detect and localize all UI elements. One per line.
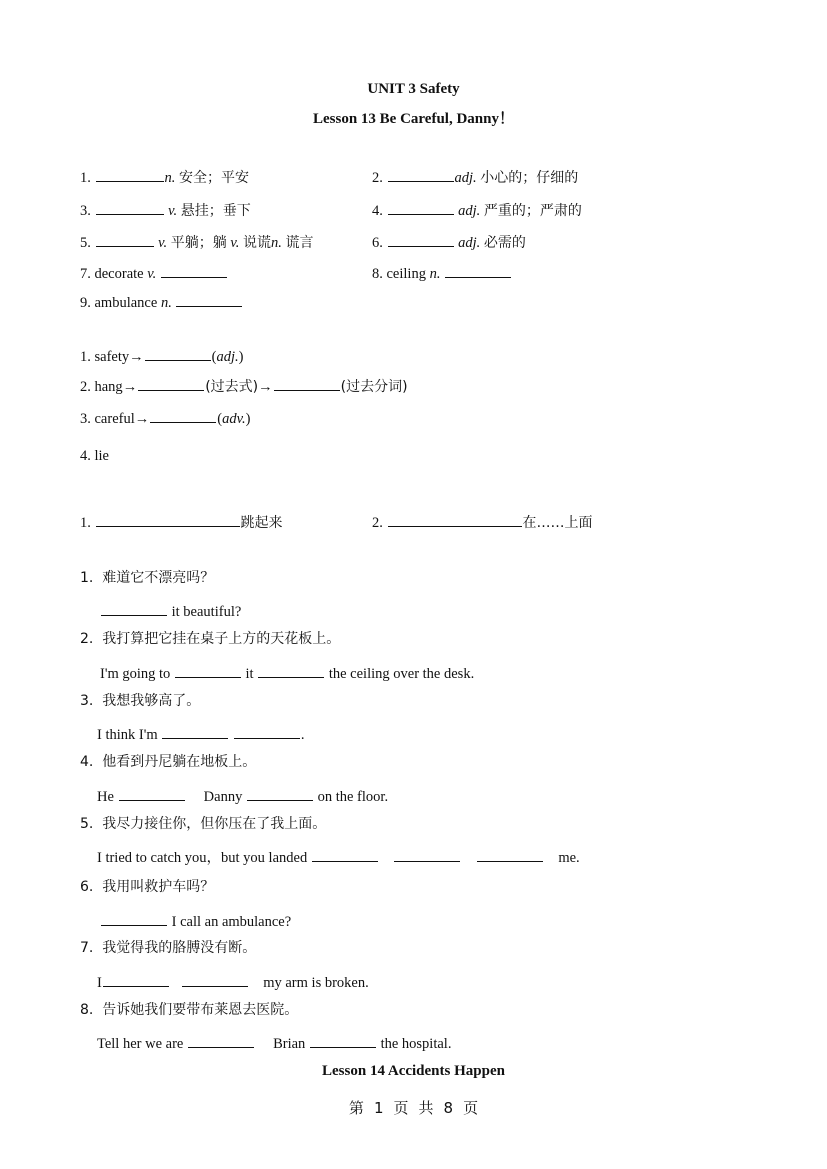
answer-blank[interactable]: [175, 665, 241, 678]
meaning: 平躺；躺: [170, 235, 227, 251]
word: safety: [94, 349, 130, 365]
footer-text: 第: [348, 1099, 364, 1117]
meaning: 严重的；严肃的: [483, 203, 582, 219]
total-pages: 8: [443, 1099, 454, 1117]
item-number: 1.: [80, 349, 91, 365]
sentence-4-en: He Danny on the floor.: [97, 789, 389, 805]
sentence-8-cn: 8. 告诉她我们要带布莱恩去医院。: [80, 1002, 299, 1018]
word: ambulance: [94, 295, 158, 311]
answer-blank[interactable]: [247, 788, 313, 801]
answer-blank[interactable]: [258, 665, 324, 678]
word: decorate: [94, 266, 144, 282]
page-number: 1: [373, 1099, 384, 1117]
meaning: 悬挂；垂下: [180, 203, 251, 219]
vocab-item-9: [80, 294, 243, 311]
vocab-item-8: [372, 265, 512, 282]
answer-blank[interactable]: [234, 726, 300, 739]
item-number: 9.: [80, 295, 91, 311]
sentence-7-en: I my arm is broken.: [97, 975, 369, 991]
part-of-speech: v.: [168, 203, 178, 219]
lesson-14-title: Lesson 14 Accidents Happen: [322, 1063, 505, 1079]
vocab-item-6: [372, 234, 526, 251]
item-number: 5.: [80, 235, 91, 251]
word: hang: [94, 379, 123, 395]
answer-blank[interactable]: [145, 348, 211, 361]
sentence-6-cn: 6. 我用叫救护车吗？: [80, 879, 215, 895]
answer-blank[interactable]: [101, 603, 167, 616]
item-number: 1.: [80, 170, 91, 186]
answer-blank[interactable]: [388, 234, 454, 247]
part-of-speech: v.: [230, 235, 240, 251]
part-of-speech: n.: [271, 235, 282, 251]
answer-blank[interactable]: [274, 378, 340, 391]
paren: ): [238, 349, 244, 365]
answer-blank[interactable]: [312, 849, 378, 862]
meaning: 小心的；仔细的: [480, 170, 579, 186]
item-number: 2.: [80, 379, 91, 395]
page-footer: [0, 1101, 827, 1116]
paren: ): [245, 411, 251, 427]
vocab-item-5: [80, 234, 314, 251]
unit-title: UNIT 3 Safety: [367, 81, 460, 97]
part-of-speech: n.: [429, 266, 441, 282]
answer-blank[interactable]: [188, 1035, 254, 1048]
item-number: 3.: [80, 411, 91, 427]
answer-blank[interactable]: [176, 294, 242, 307]
part-of-speech: n.: [160, 295, 172, 311]
form-item-4: [80, 449, 109, 464]
answer-blank[interactable]: [150, 410, 216, 423]
form-tag: adv.: [222, 411, 246, 427]
word: lie: [94, 448, 109, 464]
meaning: 说谎: [243, 235, 271, 251]
answer-blank[interactable]: [477, 849, 543, 862]
vocab-item-4: [372, 202, 582, 219]
answer-blank[interactable]: [182, 974, 248, 987]
sentence-1-cn: 1. 难道它不漂亮吗？: [80, 570, 215, 586]
form-item-2: [80, 378, 408, 395]
answer-blank[interactable]: [96, 234, 154, 247]
sentence-4-cn: 4. 他看到丹尼躺在地板上。: [80, 754, 257, 770]
item-number: 4.: [372, 203, 383, 219]
arrow-icon: →: [134, 411, 150, 427]
word: careful: [94, 411, 135, 427]
answer-blank[interactable]: [394, 849, 460, 862]
footer-text: 共: [418, 1099, 434, 1117]
answer-blank[interactable]: [388, 514, 522, 527]
arrow-icon: →: [258, 379, 273, 395]
vocab-item-1: [80, 169, 249, 186]
item-number: 1.: [80, 515, 91, 531]
sentence-3-cn: 3. 我想我够高了。: [80, 693, 201, 709]
sentence-2-en: I'm going to it the ceiling over the desk.: [100, 666, 475, 682]
vocab-item-7: [80, 265, 228, 282]
meaning: 在……上面: [522, 515, 593, 531]
answer-blank[interactable]: [119, 788, 185, 801]
sentence-1-en: it beautiful?: [100, 603, 241, 620]
item-number: 4.: [80, 448, 91, 464]
answer-blank[interactable]: [162, 726, 228, 739]
answer-blank[interactable]: [388, 169, 454, 182]
item-number: 7.: [80, 266, 91, 282]
answer-blank[interactable]: [388, 202, 454, 215]
sentence-6-en: I call an ambulance?: [100, 913, 291, 930]
answer-blank[interactable]: [103, 974, 169, 987]
answer-blank[interactable]: [101, 913, 167, 926]
meaning: 安全；平安: [179, 170, 249, 186]
answer-blank[interactable]: [96, 202, 164, 215]
meaning: 跳起来: [240, 515, 283, 531]
answer-blank[interactable]: [96, 514, 240, 527]
footer-text: 页: [393, 1099, 409, 1117]
arrow-icon: →: [122, 379, 138, 395]
arrow-icon: →: [129, 349, 144, 365]
answer-blank[interactable]: [445, 265, 511, 278]
part-of-speech: adj.: [454, 170, 477, 186]
item-number: 3.: [80, 203, 91, 219]
item-number: 2.: [372, 170, 383, 186]
word: ceiling: [386, 266, 426, 282]
meaning: 必需的: [483, 235, 526, 251]
lesson-13-title: Lesson 13 Be Careful, Danny！: [313, 111, 514, 127]
answer-blank[interactable]: [96, 169, 164, 182]
part-of-speech: adj.: [458, 203, 481, 219]
item-number: 2.: [372, 515, 383, 531]
sentence-3-en: I think I'm .: [97, 727, 305, 743]
paren: (: [211, 349, 217, 365]
answer-blank[interactable]: [161, 265, 227, 278]
answer-blank[interactable]: [138, 378, 204, 391]
sentence-5-en: I tried to catch you，but you landed me.: [97, 850, 580, 866]
phrase-item-1: [80, 514, 283, 531]
part-of-speech: v.: [147, 266, 157, 282]
form-item-1: [80, 348, 243, 365]
part-of-speech: v.: [158, 235, 168, 251]
part-of-speech: n.: [164, 170, 176, 186]
form-tag: (过去式): [205, 379, 259, 395]
sentence-5-cn: 5. 我尽力接住你，但你压在了我上面。: [80, 816, 327, 832]
phrase-item-2: [372, 514, 593, 531]
part-of-speech: adj.: [458, 235, 481, 251]
answer-blank[interactable]: [310, 1035, 376, 1048]
item-number: 8.: [372, 266, 383, 282]
vocab-item-2: [372, 169, 578, 186]
footer-text: 页: [463, 1099, 479, 1117]
paren: (: [217, 411, 223, 427]
vocab-item-3: [80, 202, 251, 219]
meaning: 谎言: [285, 235, 314, 251]
sentence-7-cn: 7. 我觉得我的胳膊没有断。: [80, 940, 257, 956]
form-item-3: [80, 410, 250, 427]
item-number: 6.: [372, 235, 383, 251]
sentence-2-cn: 2. 我打算把它挂在桌子上方的天花板上。: [80, 631, 341, 647]
sentence-8-en: Tell her we are Brian the hospital.: [97, 1036, 452, 1052]
form-tag: (过去分词): [340, 379, 408, 395]
form-tag: adj.: [216, 349, 239, 365]
